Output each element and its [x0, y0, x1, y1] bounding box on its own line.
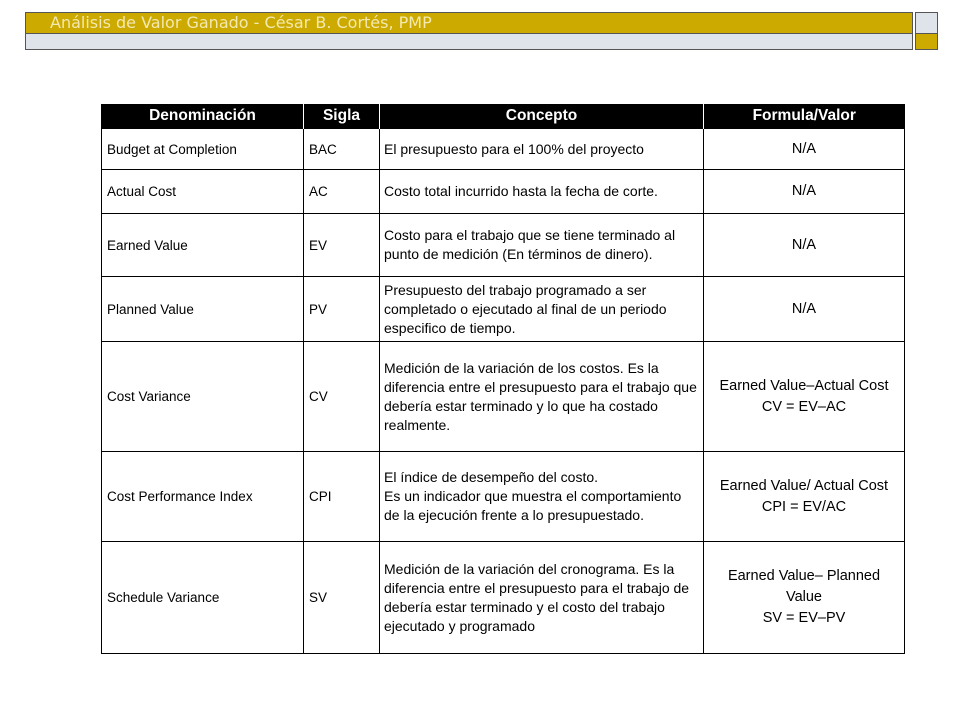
table-row	[102, 214, 905, 277]
table-row	[102, 129, 905, 170]
row-sigla: EV	[304, 214, 380, 277]
row-name: Schedule Variance	[102, 542, 304, 654]
table-row	[102, 277, 905, 342]
header-denominacion: Denominación	[102, 104, 304, 129]
corner-block-bottom	[915, 34, 938, 50]
header-concepto: Concepto	[380, 104, 704, 129]
table-row	[102, 170, 905, 214]
earned-value-table	[101, 104, 905, 654]
row-sigla: AC	[304, 170, 380, 214]
header-formula: Formula/Valor	[704, 104, 905, 129]
row-formula: N/A	[704, 214, 905, 277]
row-formula: N/A	[704, 170, 905, 214]
row-formula: N/A	[704, 129, 905, 170]
row-formula: Earned Value–Actual Cost CV = EV–AC	[704, 342, 905, 452]
page-title: Análisis de Valor Ganado - César B. Cortés, PMP	[50, 13, 432, 32]
row-name: Cost Variance	[102, 342, 304, 452]
row-formula: N/A	[704, 277, 905, 342]
row-name: Actual Cost	[102, 170, 304, 214]
row-sigla: SV	[304, 542, 380, 654]
corner-block-top	[915, 12, 938, 34]
row-name: Cost Performance Index	[102, 452, 304, 542]
row-formula: Earned Value/ Actual Cost CPI = EV/AC	[704, 452, 905, 542]
table-row	[102, 452, 905, 542]
row-concept: El presupuesto para el 100% del proyecto	[380, 129, 704, 170]
row-formula: Earned Value– Planned Value SV = EV–PV	[704, 542, 905, 654]
row-name: Planned Value	[102, 277, 304, 342]
row-name: Earned Value	[102, 214, 304, 277]
row-sigla: CPI	[304, 452, 380, 542]
row-name: Budget at Completion	[102, 129, 304, 170]
table-row	[102, 542, 905, 654]
row-sigla: PV	[304, 277, 380, 342]
row-concept: Medición de la variación del cronograma. Es la diferencia entre el presupuesto para el trabajo de debería estar terminado y el costo del trabajo ejecutado y programado	[380, 542, 704, 654]
row-sigla: CV	[304, 342, 380, 452]
row-concept: El índice de desempeño del costo. Es un indicador que muestra el comportamiento de la ejecución frente a lo presupuestado.	[380, 452, 704, 542]
title-banner	[25, 12, 913, 34]
row-sigla: BAC	[304, 129, 380, 170]
title-strip	[25, 34, 913, 50]
table-header-row	[102, 104, 905, 129]
row-concept: Presupuesto del trabajo programado a ser completado o ejecutado al final de un periodo especifico de tiempo.	[380, 277, 704, 342]
row-concept: Costo para el trabajo que se tiene terminado al punto de medición (En términos de dinero).	[380, 214, 704, 277]
row-concept: Costo total incurrido hasta la fecha de corte.	[380, 170, 704, 214]
table-row	[102, 342, 905, 452]
header-sigla: Sigla	[304, 104, 380, 129]
row-concept: Medición de la variación de los costos. Es la diferencia entre el presupuesto para el trabajo que debería estar terminado y lo que ha costado realmente.	[380, 342, 704, 452]
